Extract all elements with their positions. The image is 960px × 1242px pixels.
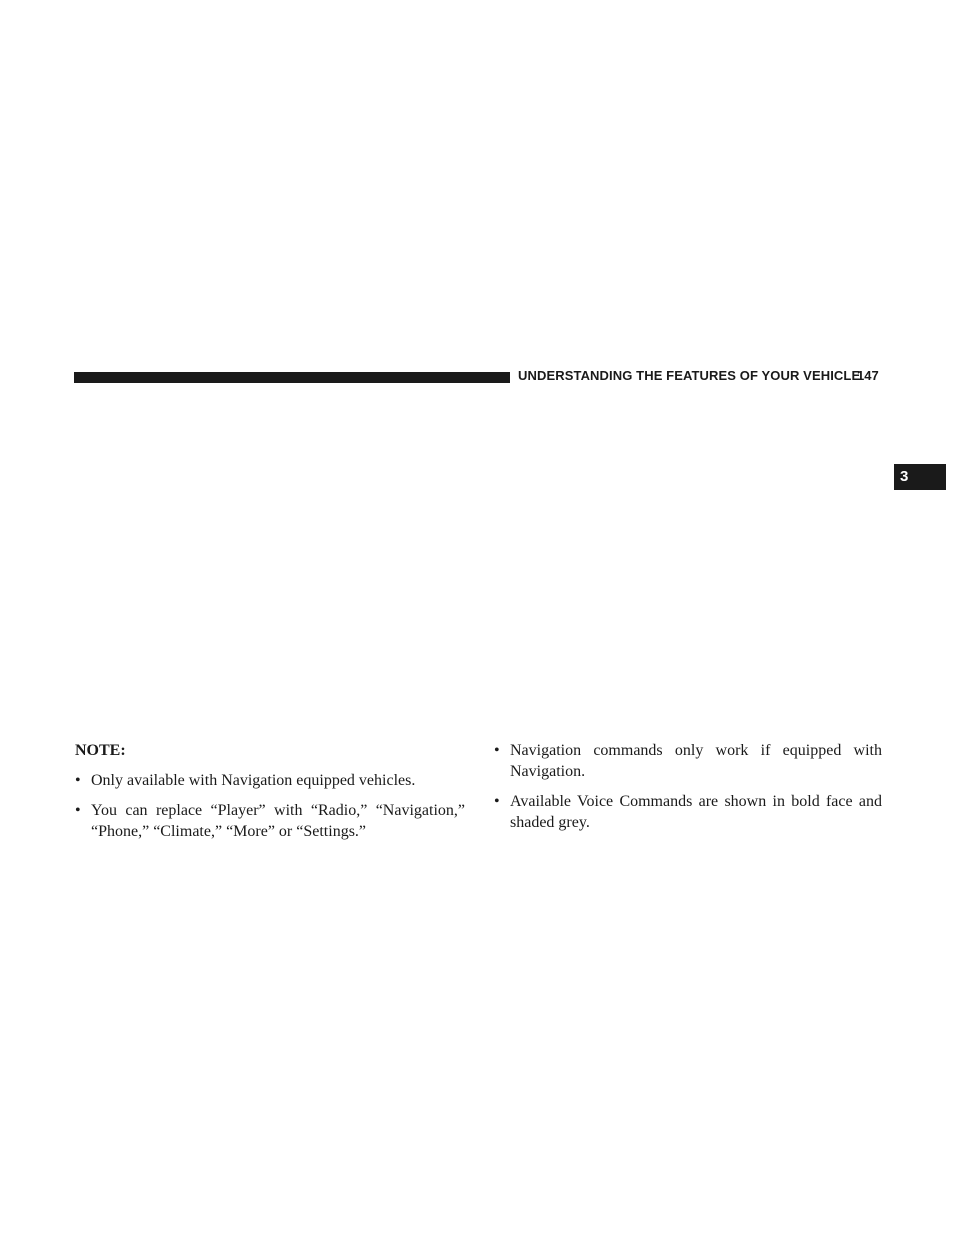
chapter-tab[interactable]: 3 — [894, 464, 946, 490]
list-item — [494, 791, 882, 833]
note-list-left — [75, 770, 465, 842]
note-heading: NOTE: — [75, 742, 126, 759]
bullet-icon: • — [494, 742, 500, 759]
list-item — [494, 740, 882, 782]
list-item-text: Only available with Navigation equipped vehicles. — [91, 772, 416, 789]
header-bar — [74, 372, 510, 383]
bullet-icon: • — [75, 772, 81, 789]
bullet-icon: • — [75, 802, 81, 819]
page-section-title: UNDERSTANDING THE FEATURES OF YOUR VEHICLE — [518, 368, 861, 383]
list-item — [75, 800, 465, 842]
list-item-text: You can replace “Player” with “Radio,” “Navigation,” “Phone,” “Climate,” “More” or “Settings.” — [91, 802, 465, 840]
list-item-text: Navigation commands only work if equipped with Navigation. — [510, 742, 882, 780]
list-item — [75, 770, 465, 791]
list-item-text: Available Voice Commands are shown in bold face and shaded grey. — [510, 793, 882, 831]
note-left-column — [75, 740, 465, 851]
bullet-icon: • — [494, 793, 500, 810]
note-right-column — [494, 740, 882, 842]
note-list-right — [494, 740, 882, 833]
page-number: 147 — [857, 368, 879, 383]
